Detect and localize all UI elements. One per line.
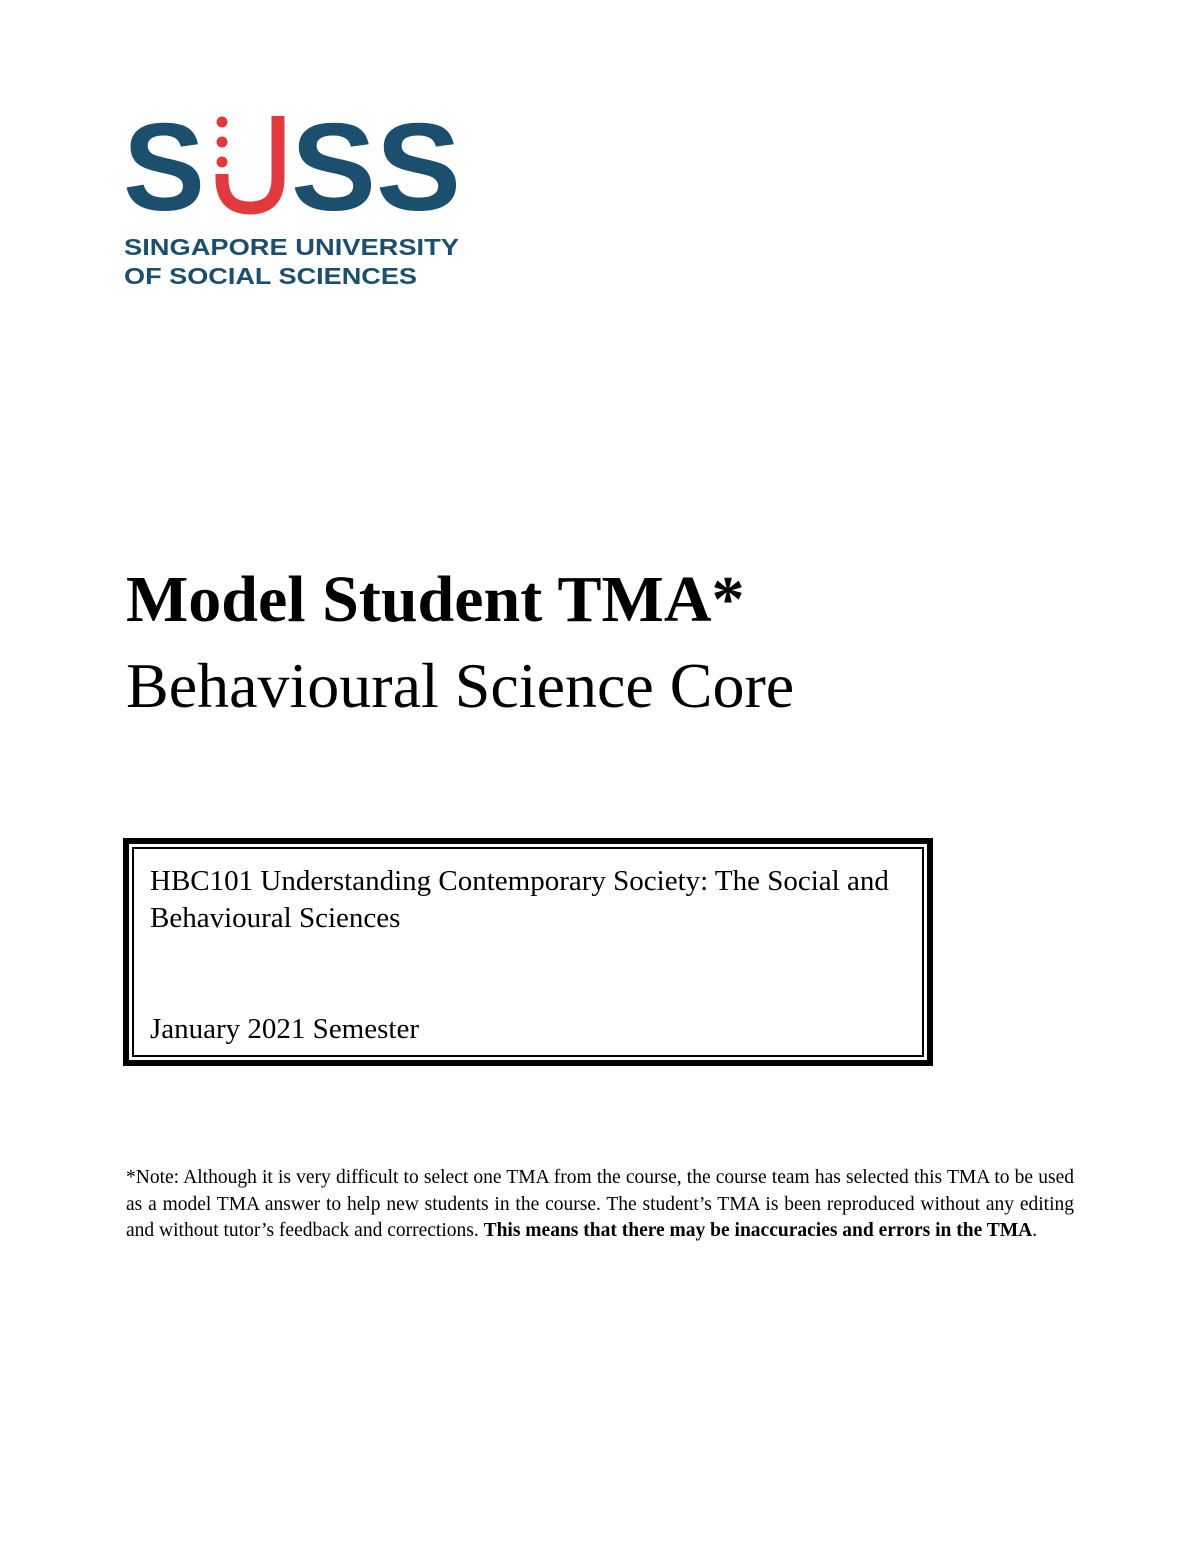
course-info-box: [123, 838, 933, 1066]
svg-text:SS: SS: [291, 112, 461, 237]
note-end: .: [1032, 1220, 1038, 1241]
note-paragraph: [126, 1165, 1074, 1245]
note-emphasis: This means that there may be inaccuracies and errors in the TMA: [483, 1220, 1033, 1241]
suss-logo: [123, 112, 463, 292]
logo-line-2: OF SOCIAL SCIENCES: [124, 263, 417, 289]
suss-logo-icon: [123, 112, 463, 292]
logo-line-1: SINGAPORE UNIVERSITY: [124, 234, 459, 260]
note-text: *Note: Although it is very difficult to select one TMA from the course, the course team has selected this TMA to be used as a model TMA answer to help new students in the course. The student’s TMA is been reproduced without any editing and without tutor’s feedback and corrections.: [126, 1167, 1074, 1241]
course-name: HBC101 Understanding Contemporary Society: The Social and Behavioural Sciences: [150, 865, 889, 934]
semester: January 2021 Semester: [150, 1013, 419, 1045]
logo-u-glyph: [217, 116, 279, 208]
document-subtitle: Behavioural Science Core: [126, 650, 795, 721]
title-block: [126, 560, 1086, 728]
document-title: Model Student TMA*: [126, 563, 745, 636]
svg-text:S: S: [123, 112, 205, 237]
course-info-box-inner: [132, 847, 924, 1057]
